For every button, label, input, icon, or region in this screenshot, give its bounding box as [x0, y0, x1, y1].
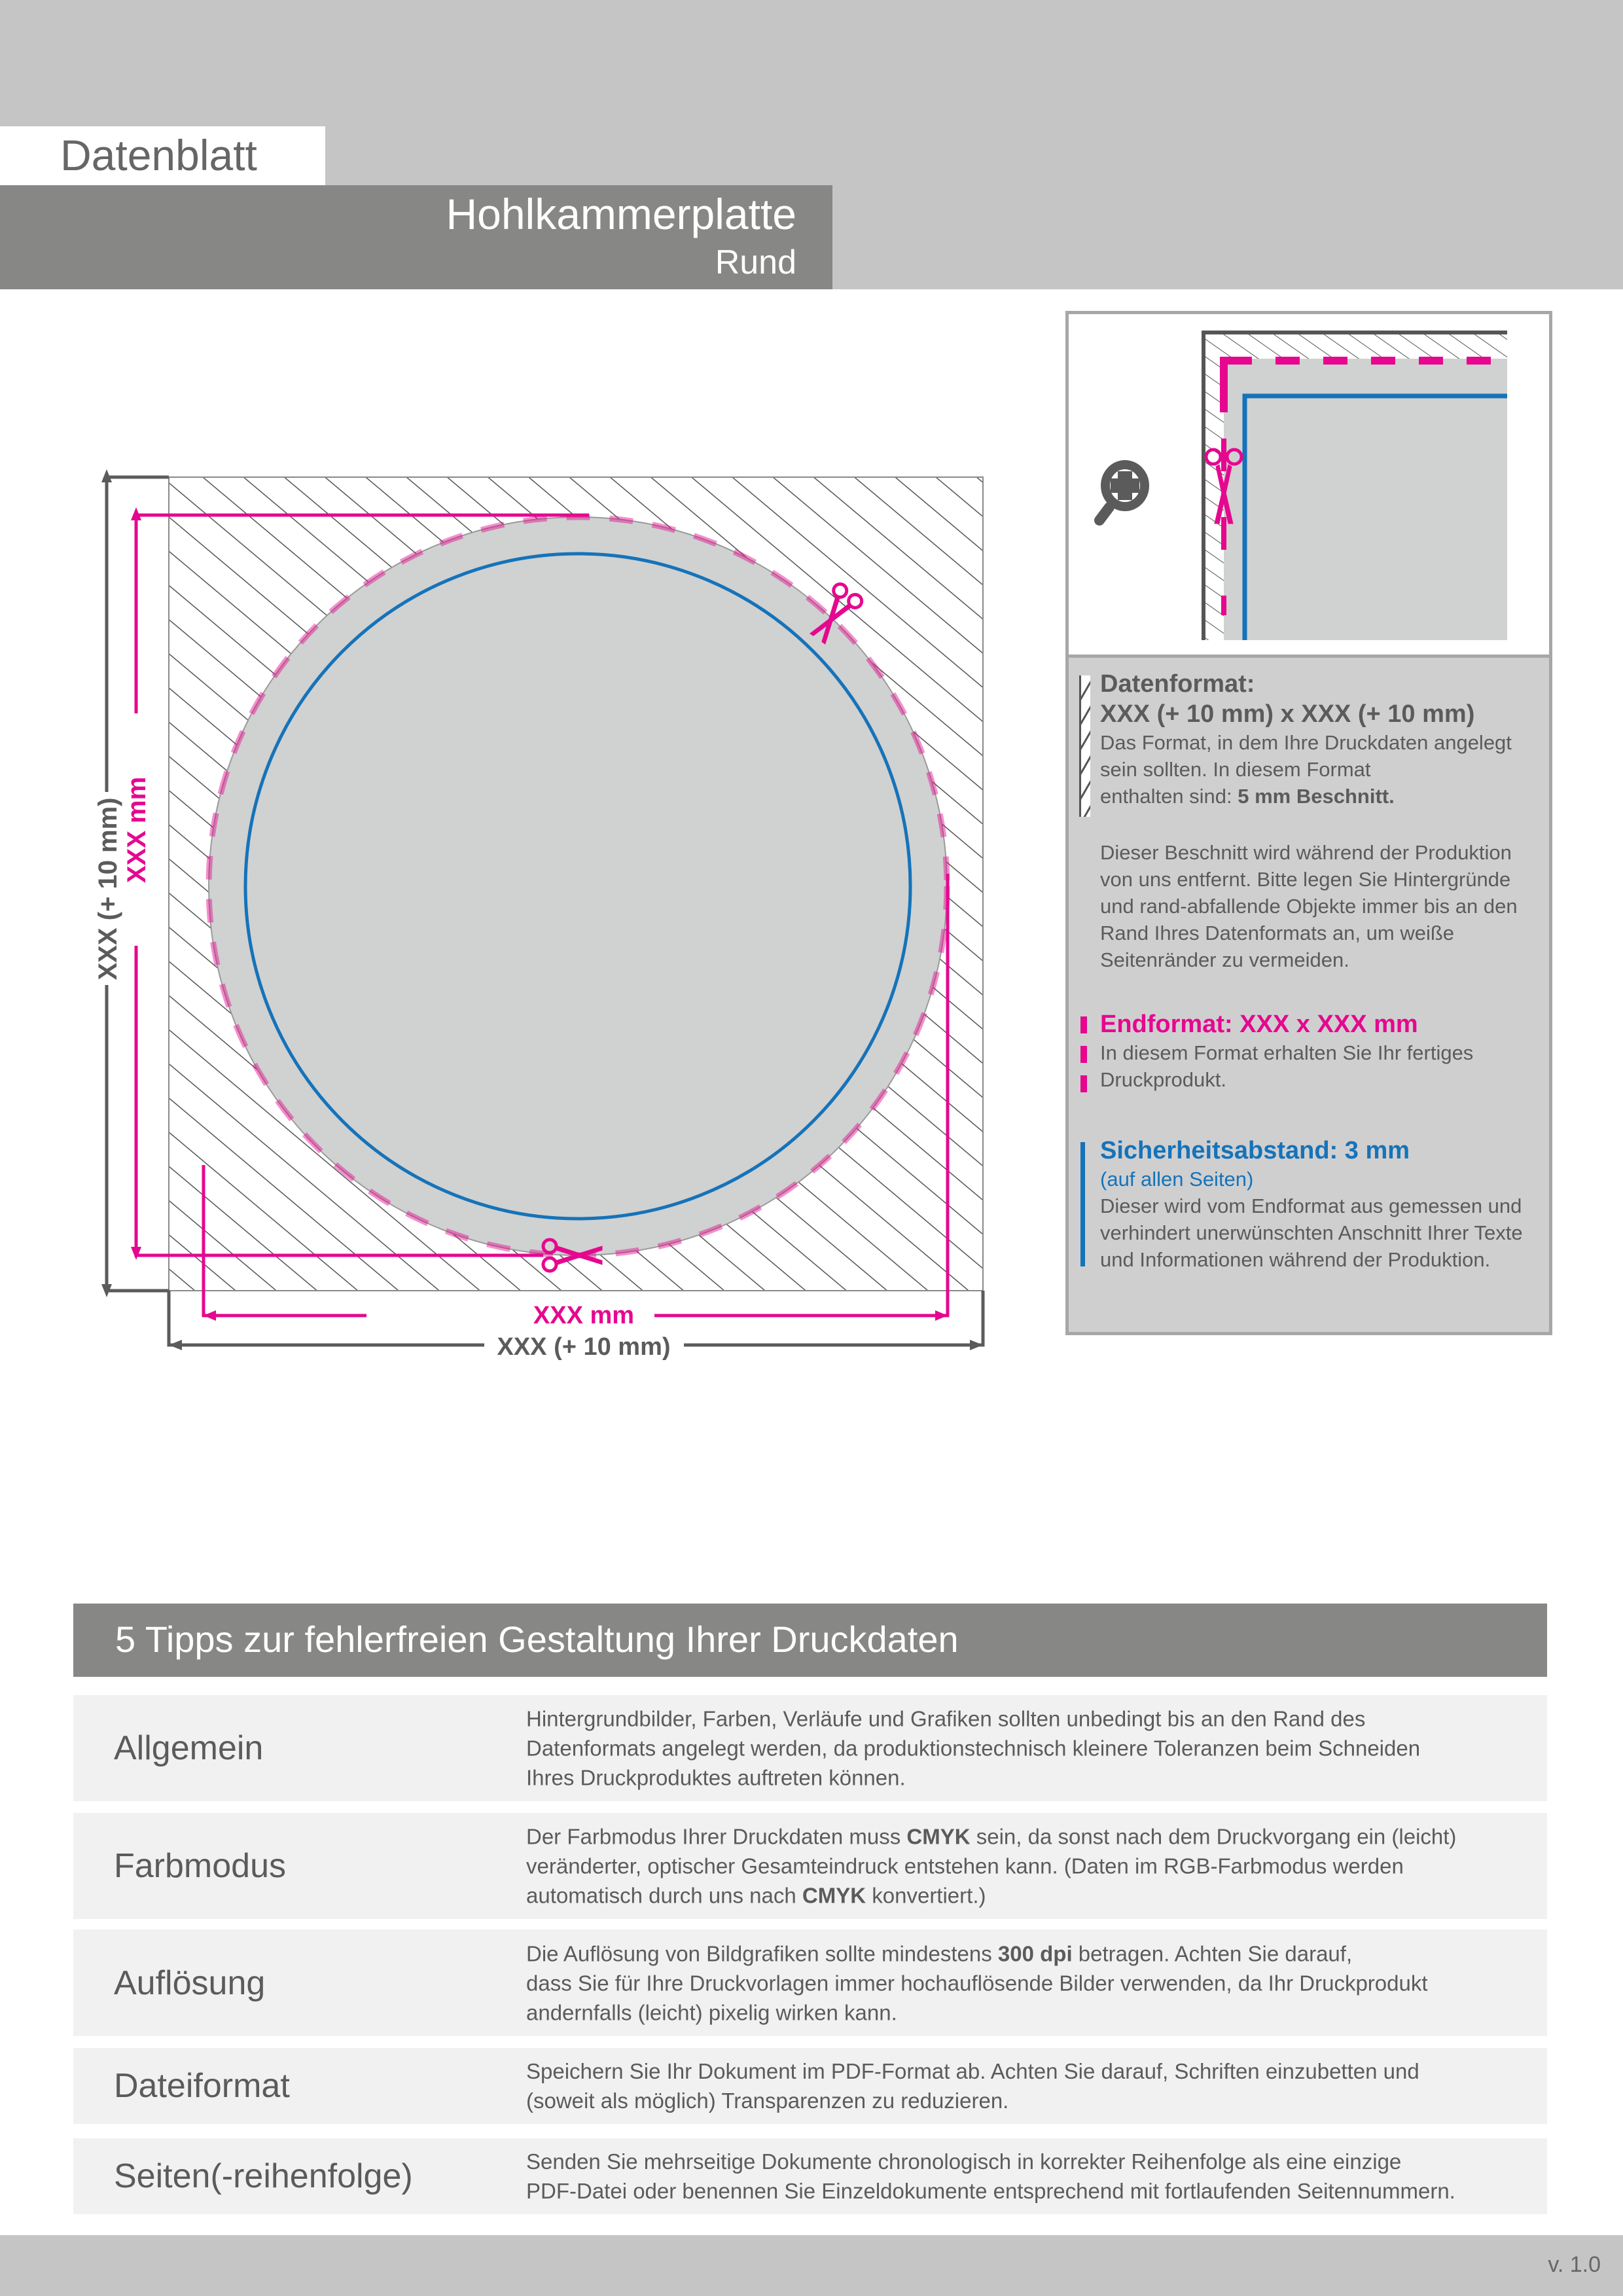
format-legend-panel	[1065, 311, 1552, 1335]
tip-text-line	[526, 1852, 1527, 1881]
corner-detail	[1069, 314, 1549, 658]
beschnitt-line: und rand-abfallende Objekte immer bis an den	[1100, 895, 1518, 918]
tip-text-line	[526, 1704, 1527, 1734]
data-format-guide-horizontal-left	[169, 1291, 484, 1345]
datenformat-size: XXX (+ 10 mm) x XXX (+ 10 mm)	[1100, 700, 1475, 728]
tip-row	[73, 1695, 1547, 1801]
tip-text-line	[526, 1998, 1527, 2027]
tip-text-segment: sein, da sonst nach dem Druckvorgang ein (leicht)	[970, 1824, 1457, 1849]
beschnitt-text	[1100, 839, 1518, 973]
tip-row	[73, 2138, 1547, 2214]
tip-text	[526, 2056, 1527, 2115]
tip-text-line	[526, 2176, 1527, 2206]
endformat-block	[1100, 1009, 1473, 1093]
sicherheit-subtitle: (auf allen Seiten)	[1100, 1168, 1254, 1191]
tip-text-segment: Die Auflösung von Bildgrafiken sollte mindestens	[526, 1941, 998, 1965]
tip-text-segment: dass Sie für Ihre Druckvorlagen immer hochauflösende Bilder verwenden, da Ihr Druckprodukt	[526, 1971, 1428, 1995]
arrowhead-icon	[169, 1340, 182, 1350]
sicherheit-line: und Informationen während der Produktion.	[1100, 1248, 1491, 1271]
tip-text-segment: Datenformats angelegt werden, da produktionstechnisch kleinere Toleranzen beim Schneiden	[526, 1736, 1421, 1761]
tip-text-segment: Der Farbmodus Ihrer Druckdaten muss	[526, 1824, 907, 1849]
datenformat-bleed-value: 5 mm Beschnitt.	[1238, 785, 1395, 808]
tip-text-emphasis: CMYK	[906, 1824, 971, 1849]
product-title: Hohlkammerplatte	[446, 190, 796, 238]
vertical-data-format-label: XXX (+ 10 mm)	[94, 797, 122, 980]
horizontal-data-format-label: XXX (+ 10 mm)	[497, 1333, 671, 1361]
datenformat-text-2: sein sollten. In diesem Format	[1100, 758, 1371, 781]
arrowhead-icon	[204, 1310, 216, 1321]
tip-text-line	[526, 1763, 1527, 1793]
tip-text-line	[526, 1968, 1527, 1998]
tip-row	[73, 2048, 1547, 2124]
format-diagram	[0, 458, 1021, 1374]
datenformat-text-1: Das Format, in dem Ihre Druckdaten angelegt	[1100, 731, 1512, 754]
datenformat-marker	[1079, 675, 1090, 817]
tip-label: Allgemein	[114, 1729, 264, 1767]
doc-type-label: Datenblatt	[60, 131, 257, 179]
tip-text-segment: betragen. Achten Sie darauf,	[1072, 1941, 1353, 1965]
arrowhead-icon	[131, 1247, 141, 1260]
datenformat-title: Datenformat:	[1100, 670, 1255, 698]
endformat-title: Endformat: XXX x XXX mm	[1100, 1011, 1418, 1038]
sicherheit-block	[1100, 1136, 1523, 1273]
beschnitt-line: Rand Ihres Datenformats an, um weiße	[1100, 922, 1455, 944]
tip-label: Dateiformat	[114, 2067, 290, 2105]
arrowhead-icon	[970, 1340, 983, 1350]
final-format-circle	[209, 517, 947, 1255]
tip-text-segment: Senden Sie mehrseitige Dokumente chronologisch in korrekter Reihenfolge als eine einzige	[526, 2149, 1402, 2174]
tips-header	[73, 1604, 1547, 1677]
tip-text-segment: PDF-Datei oder benennen Sie Einzeldokumente entsprechend mit fortlaufenden Seitennummern.	[526, 2179, 1455, 2203]
beschnitt-line: von uns entfernt. Bitte legen Sie Hintergründe	[1100, 868, 1511, 891]
tip-text	[526, 2147, 1527, 2206]
version-label: v. 1.0	[1548, 2252, 1601, 2277]
tip-label: Auflösung	[114, 1964, 266, 2002]
beschnitt-line: Seitenränder zu vermeiden.	[1100, 948, 1349, 971]
endformat-text-2: Druckprodukt.	[1100, 1068, 1226, 1091]
title-block	[0, 185, 832, 289]
tip-text-segment: veränderter, optischer Gesamteindruck entstehen kann. (Daten im RGB-Farbmodus werden	[526, 1854, 1404, 1878]
tip-text-emphasis: CMYK	[802, 1883, 866, 1908]
tip-text	[526, 1704, 1527, 1793]
tip-label: Farbmodus	[114, 1847, 286, 1885]
tip-text-segment: Hintergrundbilder, Farben, Verläufe und Grafiken sollten unbedingt bis an den Rand des	[526, 1706, 1366, 1731]
datenformat-block	[1100, 669, 1512, 810]
tip-text-line	[526, 2086, 1527, 2115]
tip-label: Seiten(-reihenfolge)	[114, 2157, 413, 2195]
tip-text-line	[526, 2056, 1527, 2086]
tip-text-line	[526, 1939, 1527, 1968]
tip-text-line	[526, 1881, 1527, 1910]
tip-row	[73, 1929, 1547, 2036]
tip-text-line	[526, 2147, 1527, 2176]
tip-text-segment: Speichern Sie Ihr Dokument im PDF-Format ab. Achten Sie darauf, Schriften einzubetten und	[526, 2059, 1419, 2083]
tip-text-segment: konvertiert.)	[866, 1883, 986, 1908]
beschnitt-line: Dieser Beschnitt wird während der Produktion	[1100, 841, 1512, 864]
horizontal-final-format-label: XXX mm	[533, 1302, 635, 1329]
tip-text-emphasis: 300 dpi	[997, 1941, 1073, 1965]
datenformat-text-3-prefix: enthalten sind:	[1100, 785, 1238, 808]
zoom-in-icon	[1099, 465, 1145, 520]
tip-text	[526, 1822, 1527, 1910]
datenformat-text-3	[1100, 783, 1512, 810]
corner-detail-graphic	[1069, 314, 1549, 655]
tip-text-segment: andernfalls (leicht) pixelig wirken kann.	[526, 2000, 897, 2024]
sicherheit-marker	[1080, 1142, 1085, 1266]
footer-band	[0, 2235, 1623, 2296]
product-variant: Rund	[715, 243, 796, 281]
tips-title: 5 Tipps zur fehlerfreien Gestaltung Ihrer Druckdaten	[115, 1619, 959, 1660]
tip-text	[526, 1939, 1527, 2027]
tip-text-segment: automatisch durch uns nach	[526, 1883, 802, 1908]
endformat-text-1: In diesem Format erhalten Sie Ihr fertiges	[1100, 1041, 1474, 1064]
arrowhead-icon	[935, 1310, 948, 1321]
tip-text-segment: (soweit als möglich) Transparenzen zu reduzieren.	[526, 2089, 1009, 2113]
tip-text-line	[526, 1734, 1527, 1763]
sicherheit-line: verhindert unerwünschten Anschnitt Ihrer Texte	[1100, 1221, 1523, 1244]
doc-type-tab	[0, 126, 325, 185]
tip-row	[73, 1813, 1547, 1919]
sicherheit-title: Sicherheitsabstand: 3 mm	[1100, 1137, 1410, 1164]
vertical-final-format-label: XXX mm	[122, 776, 151, 884]
tip-text-segment: Ihres Druckproduktes auftreten können.	[526, 1765, 906, 1790]
sicherheit-line: Dieser wird vom Endformat aus gemessen und	[1100, 1194, 1522, 1217]
endformat-marker	[1080, 1016, 1087, 1105]
tip-text-line	[526, 1822, 1527, 1852]
